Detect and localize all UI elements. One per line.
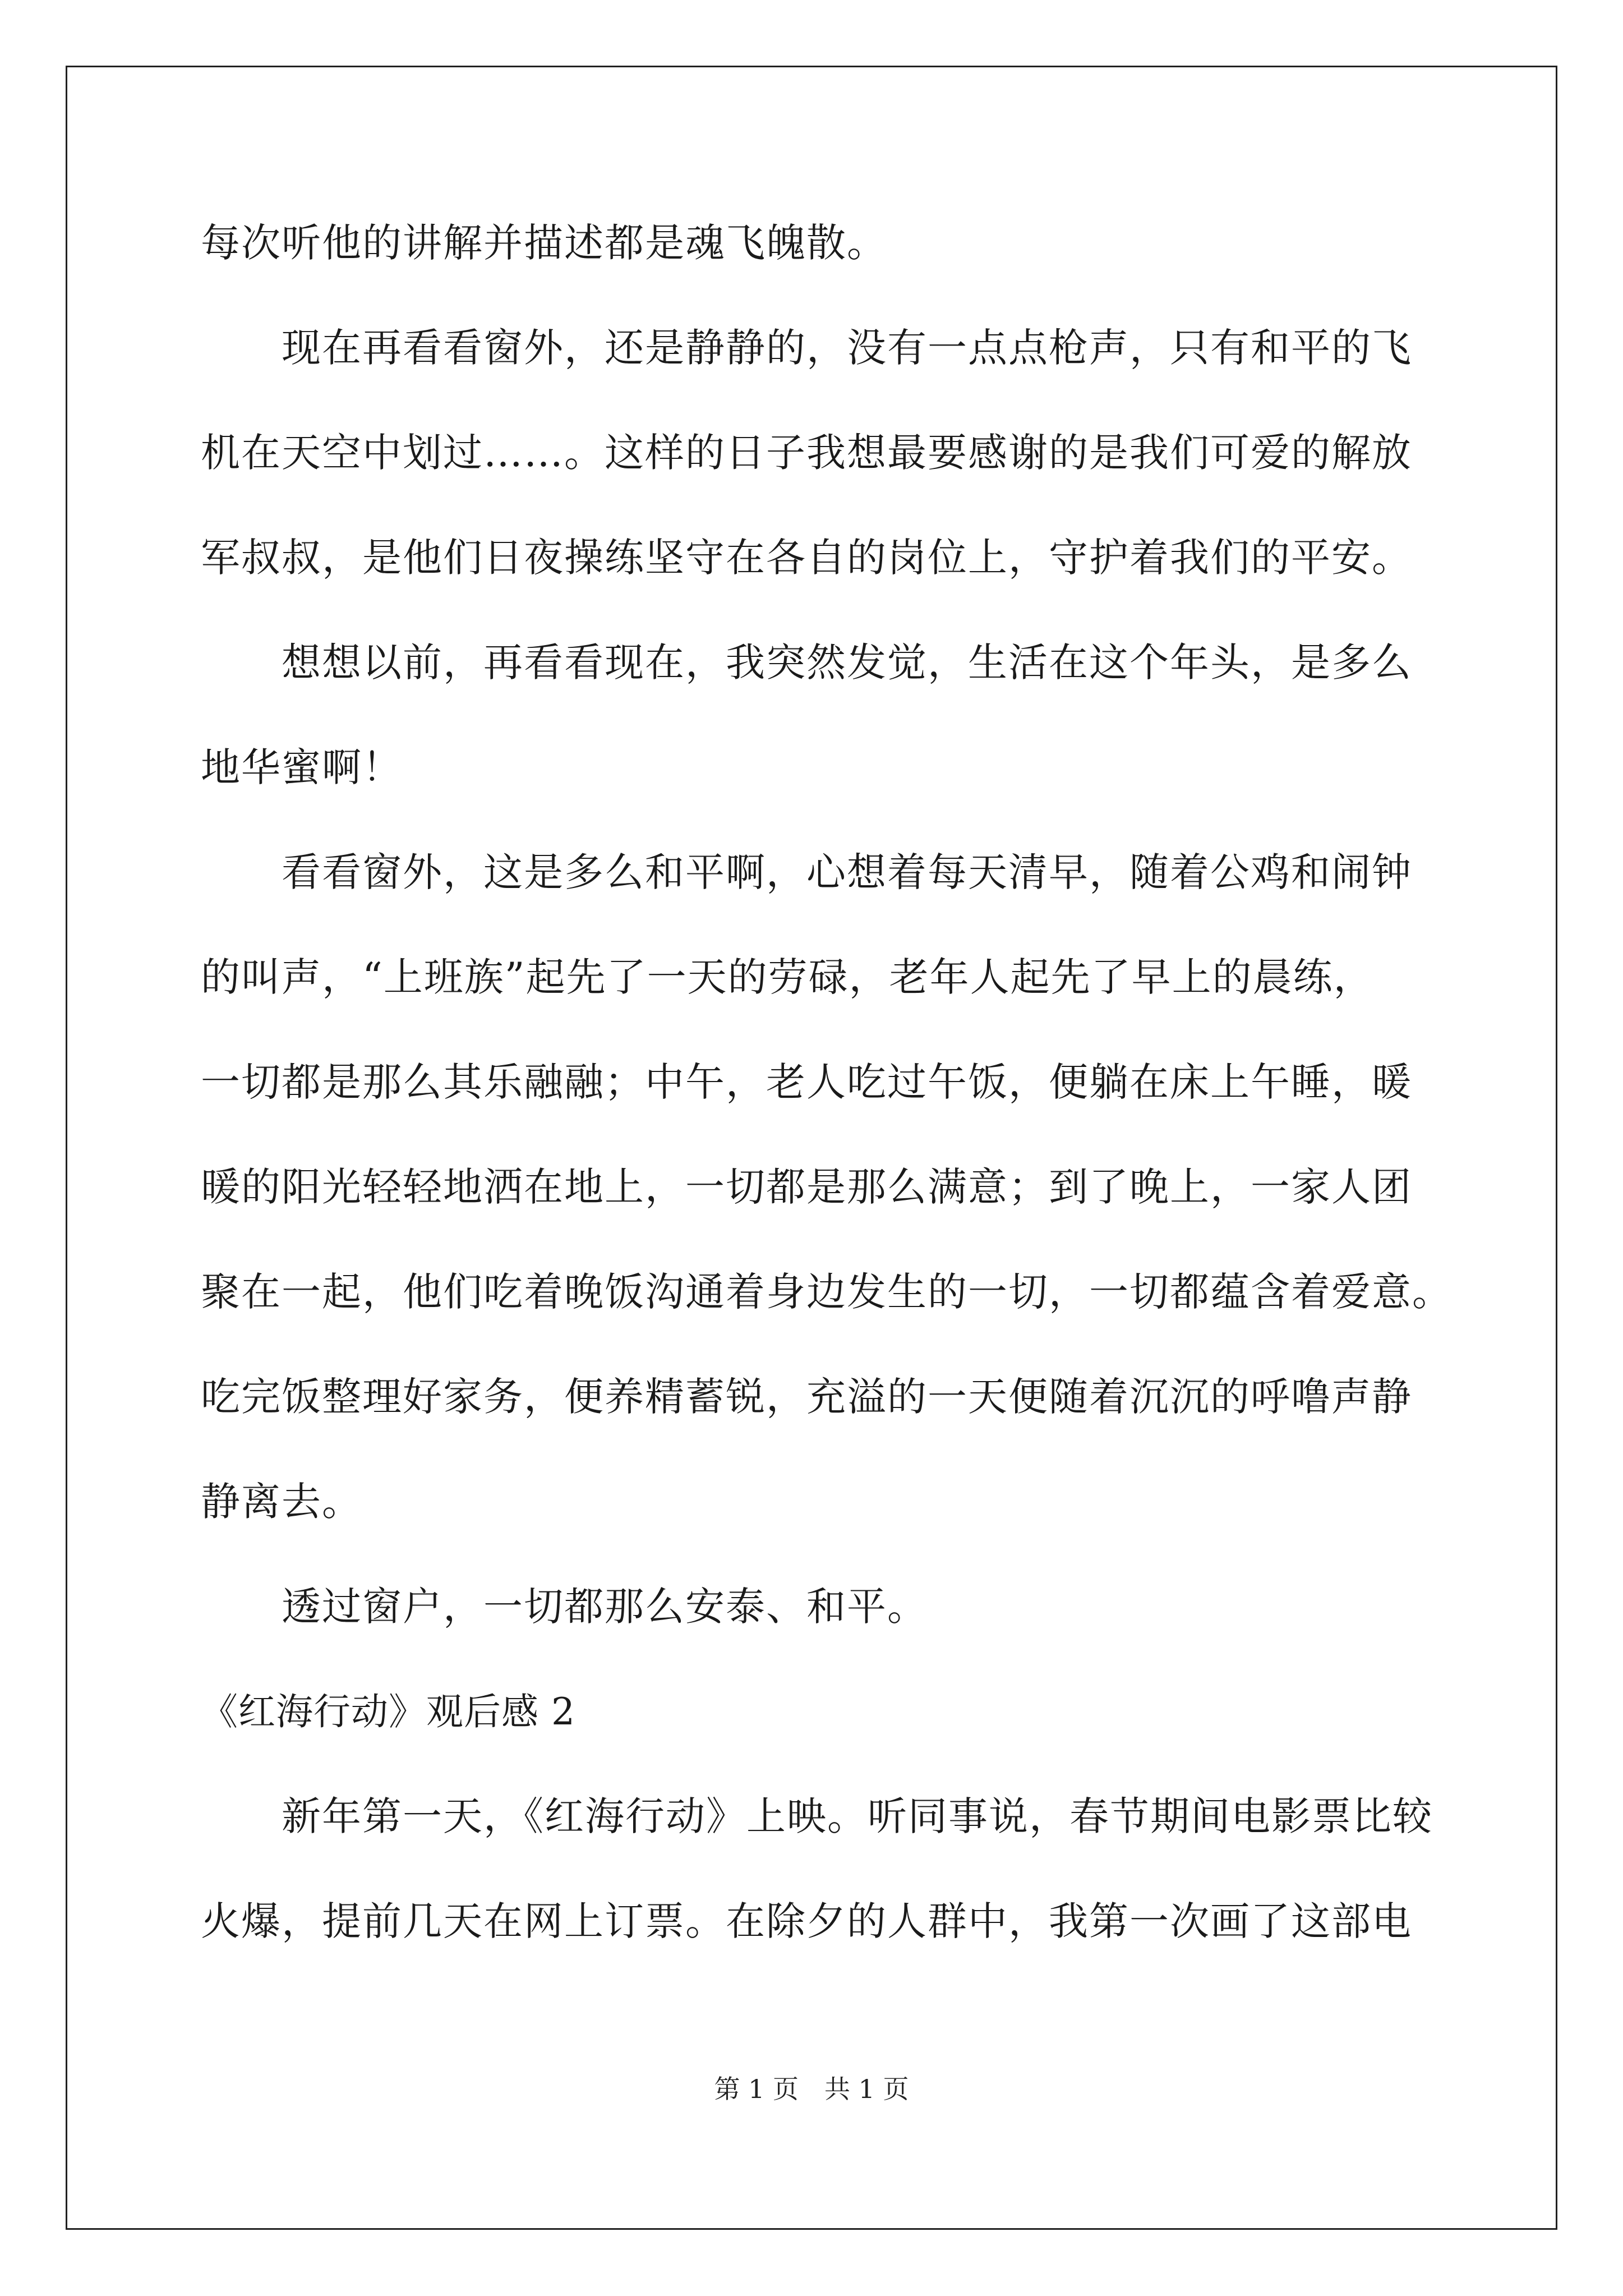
- section-heading: 《红海行动》观后感 2: [201, 1690, 575, 1733]
- text-line: 暖的阳光轻轻地洒在地上，一切都是那么满意；到了晚上，一家人团: [201, 1164, 1412, 1210]
- text-line: 现在再看看窗外，还是静静的，没有一点点枪声，只有和平的飞: [282, 325, 1412, 371]
- text-line: 的叫声，“上班族”起先了一天的劳碌，老年人起先了早上的晨练，: [201, 954, 1374, 1000]
- text-line: 透过窗户，一切都那么安泰、和平。: [282, 1584, 928, 1630]
- text-line: 每次听他的讲解并描述都是魂飞魄散。: [201, 220, 887, 266]
- text-line: 吃完饭整理好家务，便养精蓄锐，充溢的一天便随着沉沉的呼噜声静: [201, 1374, 1412, 1420]
- text-line: 火爆，提前几天在网上订票。在除夕的人群中，我第一次画了这部电: [201, 1898, 1412, 1944]
- page-footer: 第 1 页 共 1 页: [714, 2074, 909, 2104]
- text-line: 静离去。: [201, 1479, 362, 1525]
- text-line: 机在天空中划过……。这样的日子我想最要感谢的是我们可爱的解放: [201, 430, 1412, 476]
- text-line: 看看窗外，这是多么和平啊，心想着每天清早，随着公鸡和闹钟: [282, 849, 1412, 895]
- document-body: [201, 191, 1491, 1974]
- text-line: 新年第一天，《红海行动》上映。听同事说，春节期间电影票比较: [282, 1793, 1433, 1839]
- text-line: 地华蜜啊！: [201, 744, 403, 790]
- text-line: 军叔叔，是他们日夜操练坚守在各自的岗位上，守护着我们的平安。: [201, 535, 1412, 581]
- text-line: 聚在一起，他们吃着晚饭沟通着身边发生的一切，一切都蕴含着爱意。: [201, 1269, 1453, 1315]
- text-line: 想想以前，再看看现在，我突然发觉，生活在这个年头，是多么: [282, 639, 1412, 685]
- text-line: 一切都是那么其乐融融；中午，老人吃过午饭，便躺在床上午睡，暖: [201, 1059, 1412, 1105]
